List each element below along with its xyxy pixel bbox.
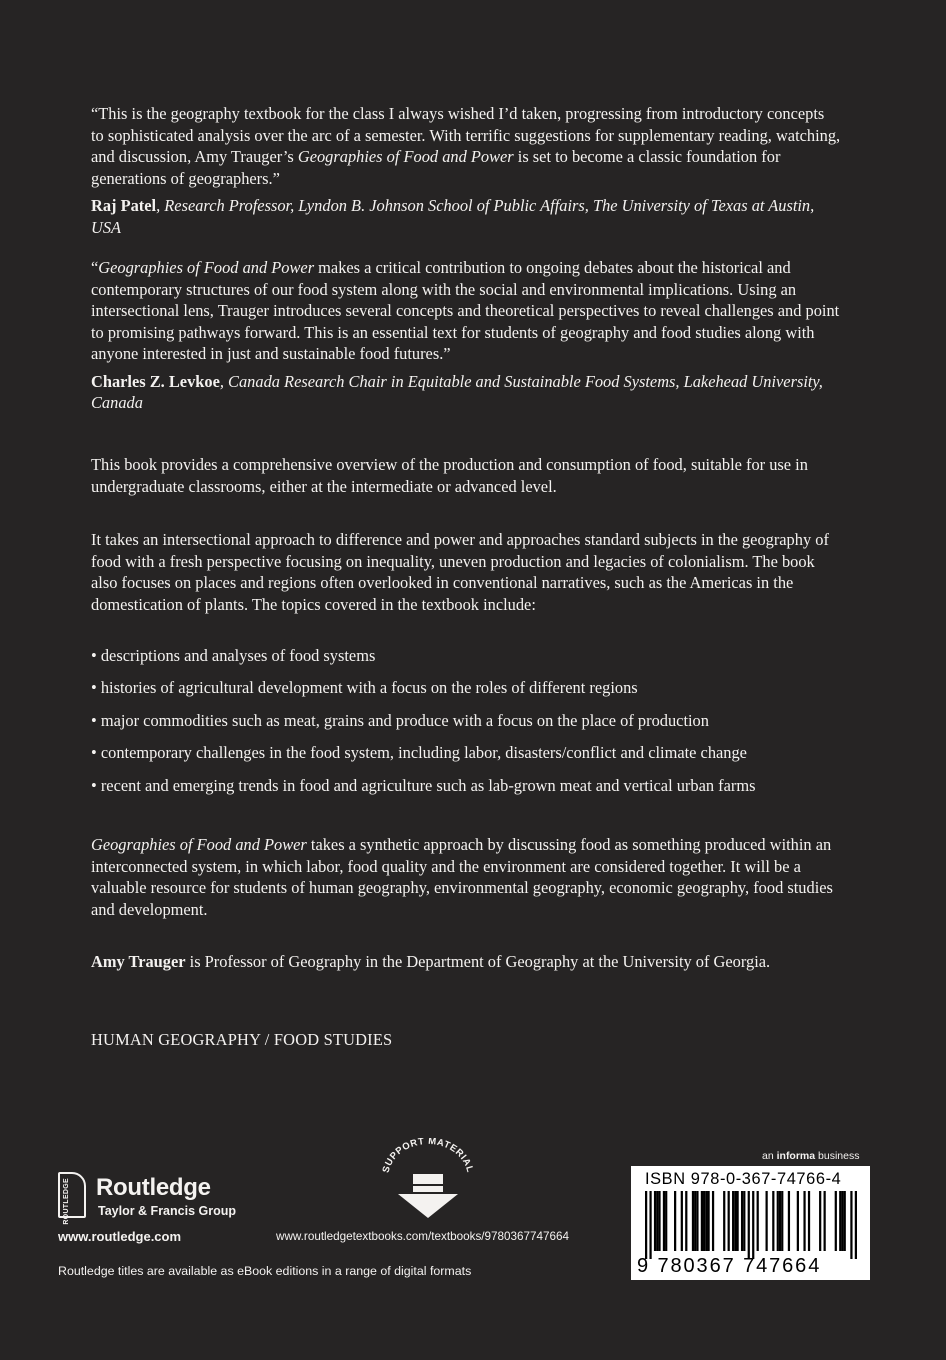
barcode-bar bbox=[779, 1191, 781, 1251]
barcode-bar bbox=[824, 1191, 826, 1251]
endorser-name: Charles Z. Levkoe bbox=[91, 371, 220, 391]
barcode-bar bbox=[757, 1191, 759, 1251]
informa-pre: an bbox=[762, 1150, 777, 1162]
endorsement-attribution bbox=[91, 371, 841, 414]
paragraph: This book provides a comprehensive overview of the production and consumption of food, suitable for use in undergraduate classrooms, either at the intermediate or advanced level. bbox=[91, 455, 808, 496]
barcode bbox=[645, 1191, 857, 1261]
endorser-name: Raj Patel bbox=[91, 196, 157, 215]
quote-text: makes a critical contribution to ongoing debates about the historical and contemporary structures of our food system along with the social and environmental implications. Using an intersectional lens, Trauger introduces several concepts and theoretical perspectives to reveal challenges and point to promising pathways forward. This is an essential text for students of geography and food studies along with anyone interested in just and sustainable food futures.” bbox=[91, 258, 840, 363]
paragraph-text: takes a synthetic approach by discussing food as something produced within an interconnected system, in which labor, food quality and the environment are considered together. It will be a valuable resource for students of human geography, environmental geography, economic geography, food studies and development. bbox=[91, 835, 833, 919]
informa-post: business bbox=[815, 1150, 860, 1162]
barcode-bar bbox=[685, 1191, 687, 1251]
ean-digits: 9 780367 747664 bbox=[637, 1255, 822, 1277]
svg-text:SUPPORT MATERIAL bbox=[381, 1138, 476, 1174]
paragraph bbox=[91, 834, 841, 920]
book-title: Geographies of Food and Power bbox=[98, 258, 315, 277]
support-badge-text: SUPPORT MATERIAL bbox=[380, 1138, 476, 1175]
endorsement-patel bbox=[91, 103, 841, 238]
barcode-bar bbox=[788, 1191, 790, 1251]
barcode-bar bbox=[692, 1191, 694, 1251]
list-item: • contemporary challenges in the food system, including labor, disasters/conflict and climate change bbox=[91, 741, 851, 773]
book-title: Geographies of Food and Power bbox=[91, 835, 307, 854]
publisher-logo bbox=[58, 1170, 278, 1225]
informa-note bbox=[762, 1150, 859, 1162]
barcode-bar bbox=[658, 1191, 660, 1251]
barcode-bar bbox=[674, 1191, 676, 1251]
barcode-bar bbox=[839, 1191, 841, 1251]
barcode-bar bbox=[797, 1191, 799, 1251]
barcode-bar bbox=[772, 1191, 774, 1251]
paragraph bbox=[91, 951, 841, 973]
description-approach bbox=[91, 529, 841, 615]
barcode-bar bbox=[705, 1191, 707, 1251]
description-summary bbox=[91, 834, 841, 920]
list-item: • histories of agricultural development with a focus on the roles of different regions bbox=[91, 676, 851, 708]
quote-text: “This is the geography textbook for the class I always wished I’d taken, progressing from introductory concepts to sophisticated analysis over the arc of a semester. With terrific suggestions for supplementary reading, watching, and discussion, Amy Trauger’s bbox=[91, 104, 841, 166]
barcode-bar bbox=[844, 1191, 846, 1251]
paragraph: It takes an intersectional approach to difference and power and approaches standard subjects in the geography of food with a fresh perspective focusing on inequality, uneven production and legacies of colonialism. The book also focuses on places and regions often overlooked in conventional narratives, such as the Americas in the domestication of plants. The topics covered in the textbook include: bbox=[91, 530, 829, 614]
barcode-bar bbox=[694, 1191, 696, 1251]
routledge-mark-icon bbox=[58, 1172, 86, 1225]
barcode-bar bbox=[663, 1191, 665, 1251]
publisher-url: www.routledge.com bbox=[58, 1229, 182, 1244]
barcode-bar bbox=[723, 1191, 725, 1251]
endorsement-attribution bbox=[91, 195, 841, 238]
subject-category: HUMAN GEOGRAPHY / FOOD STUDIES bbox=[91, 1030, 393, 1049]
logo-mark-text: ROUTLEDGE bbox=[63, 1178, 70, 1225]
endorser-affiliation: , Research Professor, Lyndon B. Johnson School of Public Affairs, The University of Texas at Austin, USA bbox=[91, 196, 815, 237]
barcode-bar bbox=[736, 1191, 738, 1251]
barcode-bar bbox=[803, 1191, 805, 1251]
barcode-bar bbox=[752, 1191, 754, 1259]
barcode-bar bbox=[855, 1191, 857, 1259]
barcode-bar bbox=[777, 1191, 779, 1251]
author-bio-text: is Professor of Geography in the Department of Geography at the University of Georgia. bbox=[185, 952, 771, 971]
endorsement-levkoe bbox=[91, 257, 841, 414]
barcode-bar bbox=[841, 1191, 843, 1251]
ebook-note: Routledge titles are available as eBook editions in a range of digital formats bbox=[58, 1264, 472, 1278]
author-bio bbox=[91, 951, 841, 973]
barcode-bar bbox=[712, 1191, 714, 1251]
author-name: Amy Trauger bbox=[91, 952, 186, 971]
barcode-bar bbox=[819, 1191, 821, 1251]
list-item: • descriptions and analyses of food systems bbox=[91, 644, 851, 676]
barcode-bar bbox=[734, 1191, 736, 1251]
barcode-bar bbox=[701, 1191, 703, 1251]
barcode-bar bbox=[654, 1191, 656, 1251]
barcode-bar bbox=[703, 1191, 705, 1251]
barcode-bar bbox=[681, 1191, 683, 1251]
barcode-bar bbox=[743, 1191, 745, 1251]
barcode-bar bbox=[781, 1191, 783, 1251]
description-intro bbox=[91, 454, 841, 497]
barcode-bar bbox=[732, 1191, 734, 1251]
informa-brand: informa bbox=[776, 1150, 816, 1162]
barcode-bar bbox=[835, 1191, 837, 1251]
list-item: • major commodities such as meat, grains and produce with a focus on the place of production bbox=[91, 709, 851, 741]
quote-text: “ bbox=[91, 258, 99, 277]
topics-list bbox=[91, 644, 851, 806]
publisher-group: Taylor & Francis Group bbox=[98, 1204, 236, 1218]
barcode-bar bbox=[649, 1191, 651, 1259]
barcode-bar bbox=[645, 1191, 647, 1259]
barcode-bar bbox=[741, 1191, 743, 1251]
barcode-bar bbox=[808, 1191, 810, 1251]
endorser-affiliation: , Canada Research Chair in Equitable and Sustainable Food Systems, Lakehead University, Canada bbox=[91, 371, 823, 412]
endorsement-quote bbox=[91, 257, 841, 365]
barcode-bar bbox=[696, 1191, 698, 1251]
isbn-label: ISBN 978-0-367-74766-4 bbox=[645, 1170, 842, 1188]
quote-text: is set to become a classic foundation for generations of geographers.” bbox=[91, 147, 781, 188]
support-material-download-icon bbox=[380, 1138, 476, 1220]
barcode-bar bbox=[850, 1191, 852, 1259]
barcode-bar bbox=[748, 1191, 750, 1259]
textbook-url: www.routledgetextbooks.com/textbooks/9780367747664 bbox=[276, 1230, 570, 1243]
barcode-bar bbox=[707, 1191, 709, 1251]
endorsement-quote bbox=[91, 103, 841, 189]
barcode-bar bbox=[766, 1191, 768, 1251]
publisher-name: Routledge bbox=[96, 1174, 211, 1201]
barcode-bar bbox=[665, 1191, 667, 1251]
barcode-bar bbox=[656, 1191, 658, 1251]
list-item: • recent and emerging trends in food and agriculture such as lab-grown meat and vertical urban farms bbox=[91, 774, 851, 806]
barcode-box bbox=[631, 1166, 870, 1280]
book-title: Geographies of Food and Power bbox=[297, 147, 514, 166]
barcode-bar bbox=[728, 1191, 730, 1251]
